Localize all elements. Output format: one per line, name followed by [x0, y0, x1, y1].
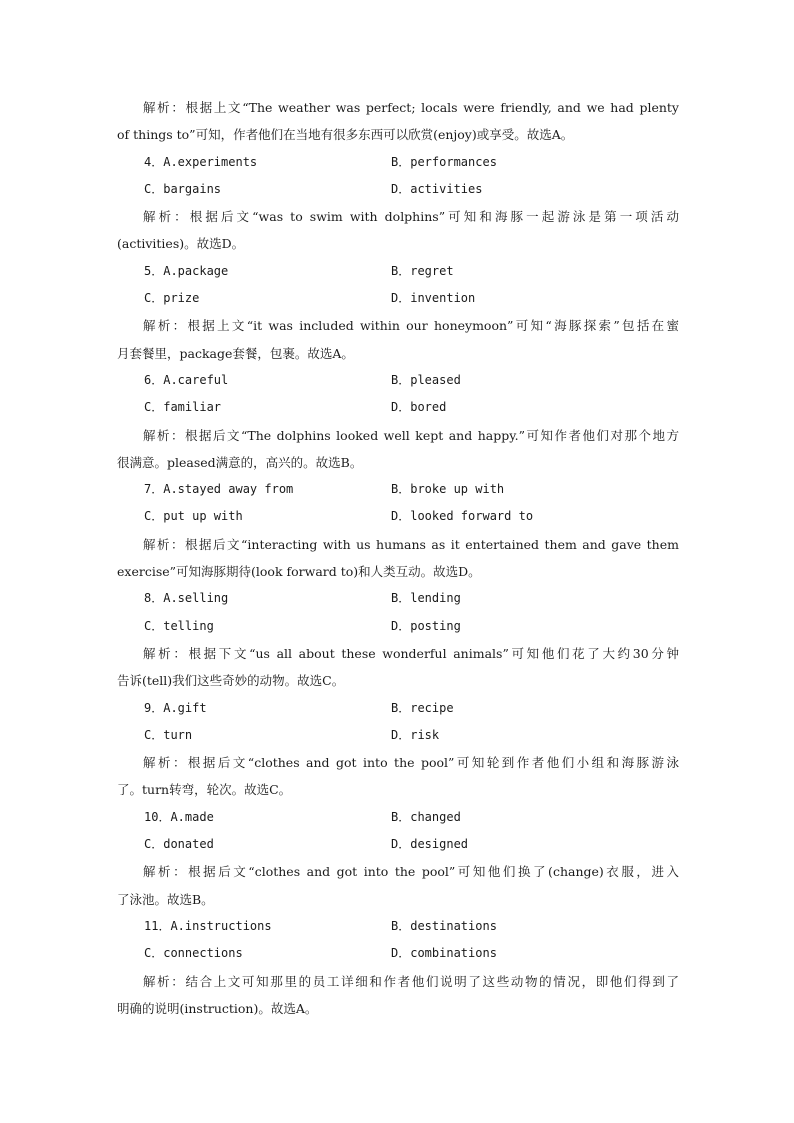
option-left: C．turn [144, 727, 193, 742]
option-right: B．pleased [391, 372, 461, 387]
option-left: C．prize [144, 291, 200, 306]
option-right: D．risk [391, 727, 440, 742]
explanation-line: 解析：根据后文“was to swim with dolphins”可知和海豚一起游泳是第一项活动 [143, 209, 679, 225]
option-right: D．posting [391, 618, 461, 633]
option-row [117, 176, 679, 203]
option-row [117, 804, 679, 831]
option-right: D．combinations [391, 946, 497, 961]
explanation-line: 解析：根据上文“it was included within our honeymoon”可知“海豚探索”包括在蜜 [143, 318, 679, 334]
explanation-line: 解析：根据后文“The dolphins looked well kept and happy.”可知作者他们对那个地方 [143, 427, 679, 443]
option-right: B．lending [391, 591, 461, 606]
explanation-paragraph [117, 312, 679, 367]
option-row [117, 394, 679, 421]
option-right: D．activities [391, 181, 483, 196]
explanation-paragraph [117, 422, 679, 477]
option-row [117, 722, 679, 749]
option-right: B．performances [391, 154, 497, 169]
explanation-line: 告诉(tell)我们这些奇妙的动物。故选C。 [117, 673, 345, 689]
explanation-line: 解析：根据后文“clothes and got into the pool”可知轮到作者他们小组和海豚游泳 [143, 755, 679, 771]
explanation-line: 解析：根据后文“clothes and got into the pool”可知他们换了(change)衣服，进入 [143, 864, 679, 880]
question-options [117, 258, 679, 313]
option-left: C．telling [144, 618, 214, 633]
option-left: 11．A.instructions [144, 918, 272, 933]
option-right: D．invention [391, 291, 476, 306]
explanation-line: 很满意。pleased满意的，高兴的。故选B。 [117, 454, 363, 470]
explanation-paragraph [117, 858, 679, 913]
explanation-line: 解析：根据下文“us all about these wonderful animals”可知他们花了大约30分钟 [143, 645, 679, 661]
option-left: C．connections [144, 946, 243, 961]
question-options [117, 804, 679, 859]
option-row [117, 149, 679, 176]
option-left: 4．A.experiments [144, 154, 258, 169]
explanation-paragraph [117, 640, 679, 695]
option-right: D．looked forward to [391, 509, 534, 524]
option-row [117, 285, 679, 312]
question-options [117, 913, 679, 968]
question-options [117, 367, 679, 422]
option-right: D．bored [391, 400, 447, 415]
option-row [117, 258, 679, 285]
question-options [117, 585, 679, 640]
option-left: C．donated [144, 837, 214, 852]
option-left: 10．A.made [144, 809, 214, 824]
option-right: B．changed [391, 809, 461, 824]
question-options [117, 476, 679, 531]
explanation-paragraph [117, 94, 679, 149]
option-right: D．designed [391, 837, 469, 852]
option-left: C．put up with [144, 509, 243, 524]
option-left: 8．A.selling [144, 591, 229, 606]
option-row [117, 831, 679, 858]
explanation-line: (activities)。故选D。 [117, 236, 245, 252]
explanation-line: exercise”可知海豚期待(look forward to)和人类互动。故选D。 [117, 564, 481, 580]
option-right: B．broke up with [391, 482, 505, 497]
option-row [117, 695, 679, 722]
question-options [117, 149, 679, 204]
question-options [117, 695, 679, 750]
explanation-paragraph [117, 531, 679, 586]
option-left: C．bargains [144, 181, 222, 196]
explanation-line: 明确的说明(instruction)。故选A。 [117, 1000, 318, 1016]
option-left: C．familiar [144, 400, 222, 415]
answer-explanations [117, 94, 679, 1022]
explanation-line: 了泳池。故选B。 [117, 891, 214, 907]
option-row [117, 913, 679, 940]
explanation-line: 解析：根据后文“interacting with us humans as it entertained them and gave them [143, 536, 679, 552]
option-right: B．regret [391, 263, 454, 278]
option-right: B．recipe [391, 700, 454, 715]
option-row [117, 503, 679, 530]
option-left: 9．A.gift [144, 700, 207, 715]
option-left: 5．A.package [144, 263, 229, 278]
explanation-line: 解析：结合上文可知那里的员工详细和作者他们说明了这些动物的情况，即他们得到了 [143, 973, 679, 989]
explanation-paragraph [117, 203, 679, 258]
explanation-paragraph [117, 749, 679, 804]
option-row [117, 585, 679, 612]
option-row [117, 940, 679, 967]
option-row [117, 476, 679, 503]
option-right: B．destinations [391, 918, 497, 933]
option-left: 7．A.stayed away from [144, 482, 294, 497]
explanation-line: 了。turn转弯，轮次。故选C。 [117, 782, 292, 798]
explanation-line: 月套餐里，package套餐，包裹。故选A。 [117, 345, 354, 361]
option-row [117, 367, 679, 394]
option-row [117, 613, 679, 640]
explanation-line: of things to”可知，作者他们在当地有很多东西可以欣赏(enjoy)或享受。故选A。 [117, 127, 574, 143]
option-left: 6．A.careful [144, 372, 229, 387]
explanation-line: 解析：根据上文“The weather was perfect; locals were friendly, and we had plenty [143, 100, 679, 115]
explanation-paragraph [117, 968, 679, 1023]
